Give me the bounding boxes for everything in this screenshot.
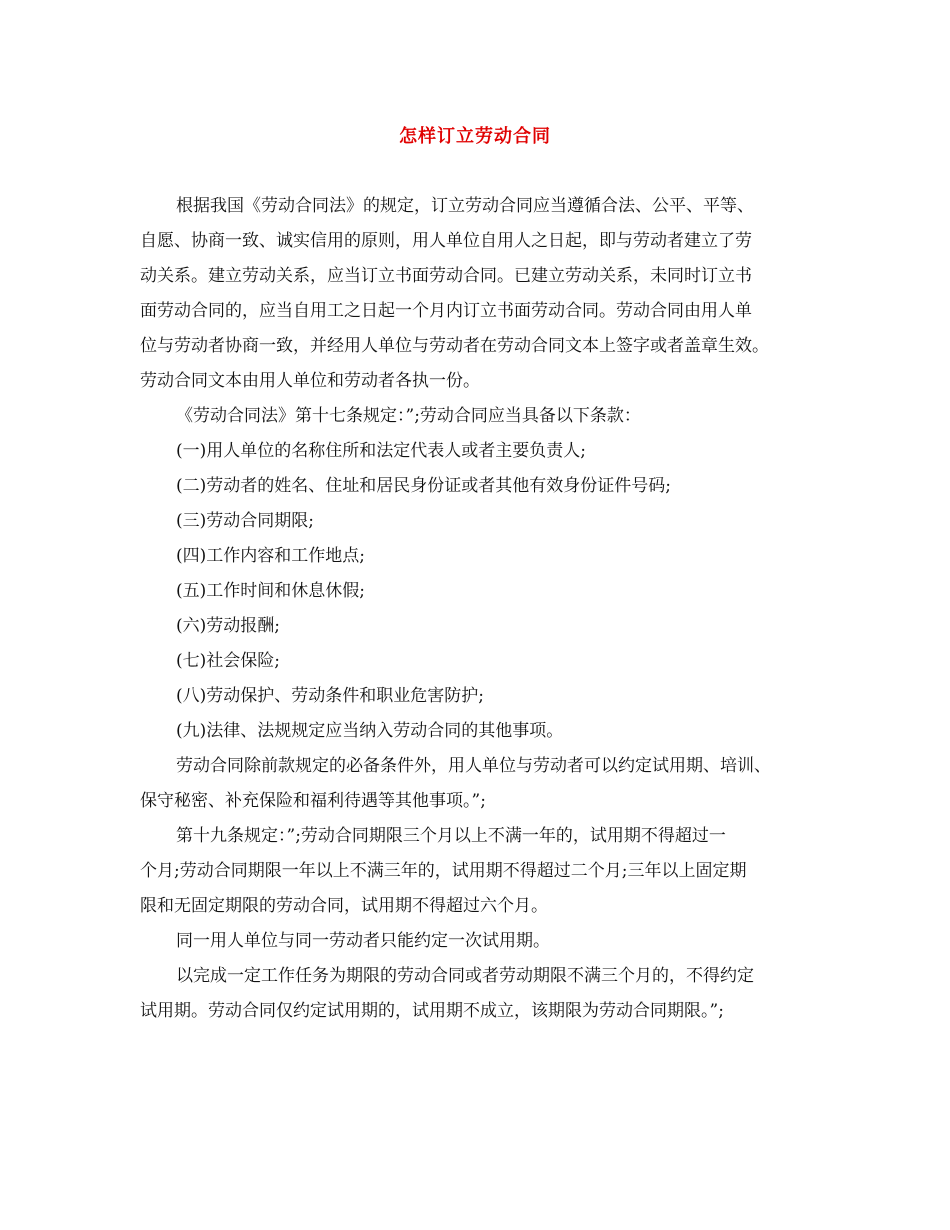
body-line: 第十九条规定：”;劳动合同期限三个月以上不满一年的，试用期不得超过一 (176, 826, 726, 846)
body-line: 位与劳动者协商一致，并经用人单位与劳动者在劳动合同文本上签字或者盖章生效。 (140, 336, 769, 356)
document-title: 怎样订立劳动合同 (399, 126, 551, 147)
list-item: (六)劳动报酬; (176, 616, 280, 636)
body-line: 面劳动合同的，应当自用工之日起一个月内订立书面劳动合同。劳动合同由用人单 (140, 301, 752, 321)
list-item: (四)工作内容和工作地点; (176, 546, 365, 566)
body-line: 劳动合同文本由用人单位和劳动者各执一份。 (140, 371, 480, 391)
body-line: 个月;劳动合同期限一年以上不满三年的，试用期不得超过二个月;三年以上固定期 (140, 861, 747, 881)
list-item: (九)法律、法规规定应当纳入劳动合同的其他事项。 (176, 721, 564, 741)
list-item: (一)用人单位的名称住所和法定代表人或者主要负责人; (176, 441, 586, 461)
body-line: 自愿、协商一致、诚实信用的原则，用人单位自用人之日起，即与劳动者建立了劳 (140, 231, 752, 251)
body-line: 根据我国《劳动合同法》的规定，订立劳动合同应当遵循合法、公平、平等、 (176, 196, 754, 216)
body-line: 以完成一定工作任务为期限的劳动合同或者劳动期限不满三个月的，不得约定 (176, 966, 754, 986)
list-item: (七)社会保险; (176, 651, 280, 671)
body-line: 限和无固定期限的劳动合同，试用期不得超过六个月。 (140, 896, 548, 916)
list-item: (二)劳动者的姓名、住址和居民身份证或者其他有效身份证件号码; (176, 476, 671, 496)
body-line: 动关系。建立劳动关系，应当订立书面劳动合同。已建立劳动关系，未同时订立书 (140, 266, 752, 286)
body-line: 《劳动合同法》第十七条规定：”;劳动合同应当具备以下条款： (176, 406, 641, 426)
body-line: 同一用人单位与同一劳动者只能约定一次试用期。 (176, 931, 550, 951)
list-item: (八)劳动保护、劳动条件和职业危害防护; (176, 686, 484, 706)
list-item: (三)劳动合同期限; (176, 511, 314, 531)
body-line: 劳动合同除前款规定的必备条件外，用人单位与劳动者可以约定试用期、培训、 (176, 756, 771, 776)
body-line: 保守秘密、补充保险和福利待遇等其他事项。”; (140, 791, 486, 811)
list-item: (五)工作时间和休息休假; (176, 581, 365, 601)
body-line: 试用期。劳动合同仅约定试用期的，试用期不成立，该期限为劳动合同期限。”; (140, 1001, 724, 1021)
